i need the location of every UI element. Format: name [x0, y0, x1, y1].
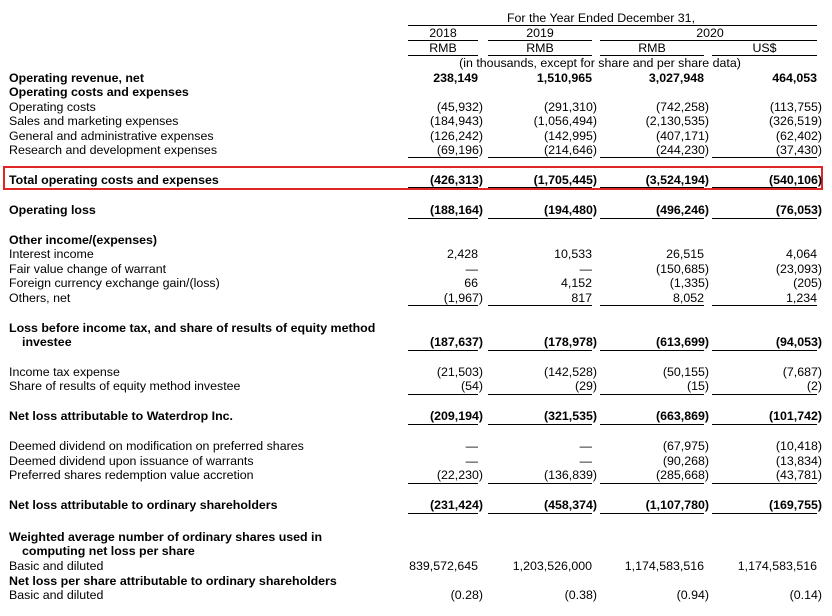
year-2018: 2018 — [429, 26, 457, 40]
value-2019: (1,056,494) — [533, 114, 597, 128]
value-2020-usd: (0.14) — [789, 588, 822, 602]
value-2020-usd: (76,053) — [775, 203, 822, 217]
period-title: For the Year Ended December 31, — [506, 11, 696, 25]
row-label: Basic and diluted — [9, 588, 104, 602]
value-2018: 839,572,645 — [409, 559, 478, 573]
value-2018: (187,637) — [429, 335, 483, 349]
value-2020-rmb: 26,515 — [666, 247, 704, 261]
value-2020-rmb: (663,869) — [655, 409, 709, 423]
value-2020-rmb: (244,230) — [655, 143, 709, 157]
year-2020: 2020 — [696, 26, 724, 40]
value-2020-rmb: (1,107,780) — [645, 498, 709, 512]
value-2020-usd: (7,687) — [782, 365, 822, 379]
row-label: Total operating costs and expenses — [9, 173, 219, 187]
value-2020-rmb: 1,174,583,516 — [624, 559, 704, 573]
value-2020-usd: (205) — [793, 276, 822, 290]
value-2019: — — [579, 454, 592, 468]
row-label: Others, net — [9, 291, 71, 305]
row-label: Share of results of equity method investee — [9, 379, 241, 393]
section-heading: Other income/(expenses) — [9, 233, 158, 247]
value-2018: (0.28) — [450, 588, 483, 602]
value-2019: 1,203,526,000 — [512, 559, 592, 573]
value-2018: (69,196) — [436, 143, 483, 157]
row-label: Sales and marketing expenses — [9, 114, 179, 128]
value-2019: (291,310) — [543, 100, 597, 114]
value-2020-rmb: (496,246) — [655, 203, 709, 217]
row-label: Foreign currency exchange gain/(loss) — [9, 276, 220, 290]
row-label: Net loss attributable to ordinary shareholders — [9, 498, 278, 512]
value-2019: — — [579, 262, 592, 276]
value-2020-rmb: (613,699) — [655, 335, 709, 349]
row-label: Basic and diluted — [9, 559, 104, 573]
value-2020-usd: 1,174,583,516 — [737, 559, 817, 573]
value-2020-rmb: (90,268) — [662, 454, 709, 468]
value-2019: (142,995) — [543, 129, 597, 143]
value-2019: (458,374) — [543, 498, 597, 512]
value-2020-rmb: 8,052 — [672, 291, 704, 305]
value-2018: (1,967) — [443, 291, 483, 305]
row-label: Fair value change of warrant — [9, 262, 167, 276]
section-heading: Weighted average number of ordinary shares used in — [9, 530, 323, 544]
value-2019: 10,533 — [554, 247, 592, 261]
value-2019: 817 — [571, 291, 592, 305]
value-2020-usd: 464,053 — [772, 71, 817, 85]
value-2019: 1,510,965 — [536, 71, 592, 85]
value-2020-rmb: (1,335) — [669, 276, 709, 290]
row-label: Operating costs — [9, 100, 96, 114]
value-2019: (0.38) — [564, 588, 597, 602]
value-2019: 4,152 — [560, 276, 592, 290]
value-2018: (45,932) — [436, 100, 483, 114]
value-2019: (321,535) — [543, 409, 597, 423]
value-2020-usd: (43,781) — [775, 468, 822, 482]
value-2019: (29) — [574, 379, 597, 393]
value-2018: (126,242) — [429, 129, 483, 143]
value-2018: (188,164) — [429, 203, 483, 217]
row-label: Loss before income tax, and share of results of equity method — [9, 321, 376, 335]
value-2018: (22,230) — [436, 468, 483, 482]
value-2020-usd: (13,834) — [775, 454, 822, 468]
value-2020-usd: (2) — [806, 379, 822, 393]
value-2019: (136,839) — [543, 468, 597, 482]
row-label: Deemed dividend upon issuance of warrants — [9, 454, 254, 468]
row-label: Research and development expenses — [9, 143, 218, 157]
value-2020-usd: (540,106) — [768, 173, 822, 187]
value-2020-usd: (94,053) — [775, 335, 822, 349]
row-label: Operating loss — [9, 203, 96, 217]
value-2020-usd: (62,402) — [775, 129, 822, 143]
value-2018: (184,943) — [429, 114, 483, 128]
value-2020-rmb: (150,685) — [655, 262, 709, 276]
units-note: (in thousands, except for share and per share data) — [459, 56, 741, 70]
value-2020-rmb: (407,171) — [655, 129, 709, 143]
value-2020-usd: (23,093) — [775, 262, 822, 276]
row-label: Operating revenue, net — [9, 71, 144, 85]
row-label: Preferred shares redemption value accretion — [9, 468, 254, 482]
row-label: Income tax expense — [9, 365, 120, 379]
value-2018: — — [465, 439, 478, 453]
value-2020-usd: (326,519) — [768, 114, 822, 128]
value-2019: (1,705,445) — [533, 173, 597, 187]
year-2019: 2019 — [526, 26, 554, 40]
value-2020-usd: (113,755) — [769, 100, 822, 114]
row-label-continued: investee — [22, 335, 72, 349]
row-label: General and administrative expenses — [9, 129, 214, 143]
value-2020-rmb: 3,027,948 — [648, 71, 704, 85]
row-label: Net loss attributable to Waterdrop Inc. — [9, 409, 233, 423]
value-2018: 2,428 — [446, 247, 478, 261]
value-2020-usd: (101,742) — [768, 409, 822, 423]
value-2020-usd: 1,234 — [785, 291, 817, 305]
value-2020-usd: 4,064 — [785, 247, 817, 261]
value-2020-usd: (10,418) — [775, 439, 822, 453]
section-heading: Operating costs and expenses — [9, 85, 189, 99]
value-2020-rmb: (2,130,535) — [645, 114, 709, 128]
value-2018: — — [465, 262, 478, 276]
row-label: Deemed dividend on modification on preferred shares — [9, 439, 304, 453]
value-2019: (142,528) — [543, 365, 597, 379]
value-2019: (214,646) — [543, 143, 597, 157]
value-2019: (194,480) — [543, 203, 597, 217]
value-2020-rmb: (3,524,194) — [645, 173, 709, 187]
currency-2020-usd: US$ — [752, 41, 777, 55]
value-2020-rmb: (50,155) — [662, 365, 709, 379]
value-2018: (426,313) — [429, 173, 483, 187]
value-2018: 238,149 — [433, 71, 478, 85]
value-2018: (231,424) — [429, 498, 483, 512]
value-2018: 66 — [464, 276, 478, 290]
currency-2020-rmb: RMB — [638, 41, 666, 55]
value-2018: (209,194) — [429, 409, 483, 423]
value-2020-usd: (37,430) — [775, 143, 822, 157]
value-2020-rmb: (0.94) — [676, 588, 709, 602]
value-2018: (54) — [460, 379, 483, 393]
section-heading: Net loss per share attributable to ordinary shareholders — [9, 574, 337, 588]
value-2019: — — [579, 439, 592, 453]
value-2019: (178,978) — [543, 335, 597, 349]
value-2020-rmb: (742,258) — [655, 100, 709, 114]
value-2020-rmb: (285,668) — [655, 468, 709, 482]
value-2018: (21,503) — [436, 365, 483, 379]
currency-2019: RMB — [526, 41, 554, 55]
value-2020-rmb: (15) — [686, 379, 709, 393]
currency-2018: RMB — [429, 41, 457, 55]
value-2020-usd: (169,755) — [768, 498, 822, 512]
value-2020-rmb: (67,975) — [662, 439, 709, 453]
row-label: Interest income — [9, 247, 94, 261]
value-2018: — — [465, 454, 478, 468]
section-heading-continued: computing net loss per share — [22, 544, 195, 558]
